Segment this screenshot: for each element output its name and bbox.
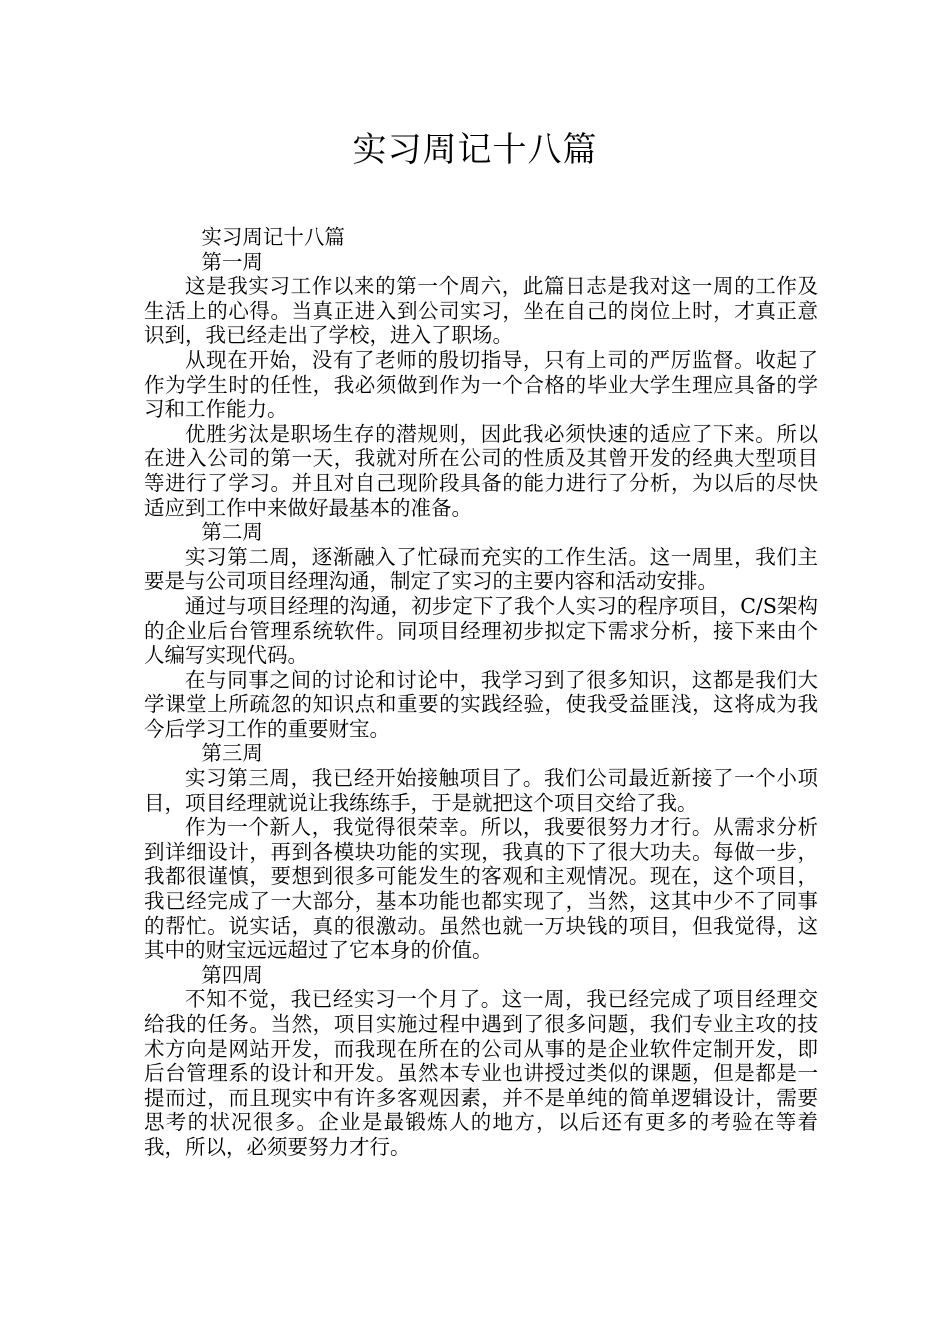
body-paragraph: 优胜劣汰是职场生存的潜规则，因此我必须快速的适应了下来。所以在进入公司的第一天，我就对所在公司的性质及其曾开发的经典大型项目等进行了学习。并且对自己现阶段具备的能力进行了分析，为以后的尽快适应到工作中来做好最基本的准备。 — [144, 421, 818, 520]
document-body — [144, 225, 818, 1160]
body-paragraph: 不知不觉，我已经实习一个月了。这一周，我已经完成了项目经理交给我的任务。当然，项目实施过程中遇到了很多问题，我们专业主攻的技术方向是网站开发，而我现在所在的公司从事的是企业软件定制开发，即后台管理系的设计和开发。虽然本专业也讲授过类似的课题，但是都是一提而过，而且现实中有许多客观因素，并不是单纯的简单逻辑设计，需要思考的状况很多。企业是最锻炼人的地方，以后还有更多的考验在等着我，所以，必须要努力才行。 — [144, 987, 818, 1159]
body-paragraph: 作为一个新人，我觉得很荣幸。所以，我要很努力才行。从需求分析到详细设计，再到各模块功能的实现，我真的下了很大功夫。每做一步，我都很谨慎，要想到很多可能发生的客观和主观情况。现在，这个项目，我已经完成了一大部分，基本功能也都实现了，当然，这其中少不了同事的帮忙。说实话，真的很激动。虽然也就一万块钱的项目，但我觉得，这其中的财宝远远超过了它本身的价值。 — [144, 815, 818, 963]
section-heading: 第三周 — [201, 741, 263, 766]
body-paragraph: 实习第三周，我已经开始接触项目了。我们公司最近新接了一个小项目，项目经理就说让我练练手，于是就把这个项目交给了我。 — [144, 766, 818, 815]
body-paragraph: 通过与项目经理的沟通，初步定下了我个人实习的程序项目，C/S架构的企业后台管理系统软件。同项目经理初步拟定下需求分析，接下来由个人编写实现代码。 — [144, 593, 818, 668]
body-paragraph: 实习第二周，逐渐融入了忙碌而充实的工作生活。这一周里，我们主要是与公司项目经理沟通，制定了实习的主要内容和活动安排。 — [144, 544, 818, 594]
body-paragraph: 在与同事之间的讨论和讨论中，我学习到了很多知识，这都是我们大学课堂上所疏忽的知识点和重要的实践经验，使我受益匪浅，这将成为我今后学习工作的重要财宝。 — [144, 667, 818, 741]
document-title: 实习周记十八篇 — [352, 130, 598, 170]
section-heading: 实习周记十八篇 — [201, 225, 345, 249]
section-heading: 第二周 — [201, 520, 263, 545]
section-heading: 第一周 — [201, 249, 263, 274]
body-paragraph: 从现在开始，没有了老师的殷切指导，只有上司的严厉监督。收起了作为学生时的任性，我必须做到作为一个合格的毕业大学生理应具备的学习和工作能力。 — [144, 347, 818, 422]
body-paragraph: 这是我实习工作以来的第一个周六，此篇日志是我对这一周的工作及生活上的心得。当真正进入到公司实习，坐在自己的岗位上时，才真正意识到，我已经走出了学校，进入了职场。 — [144, 274, 818, 348]
section-heading: 第四周 — [201, 962, 263, 987]
